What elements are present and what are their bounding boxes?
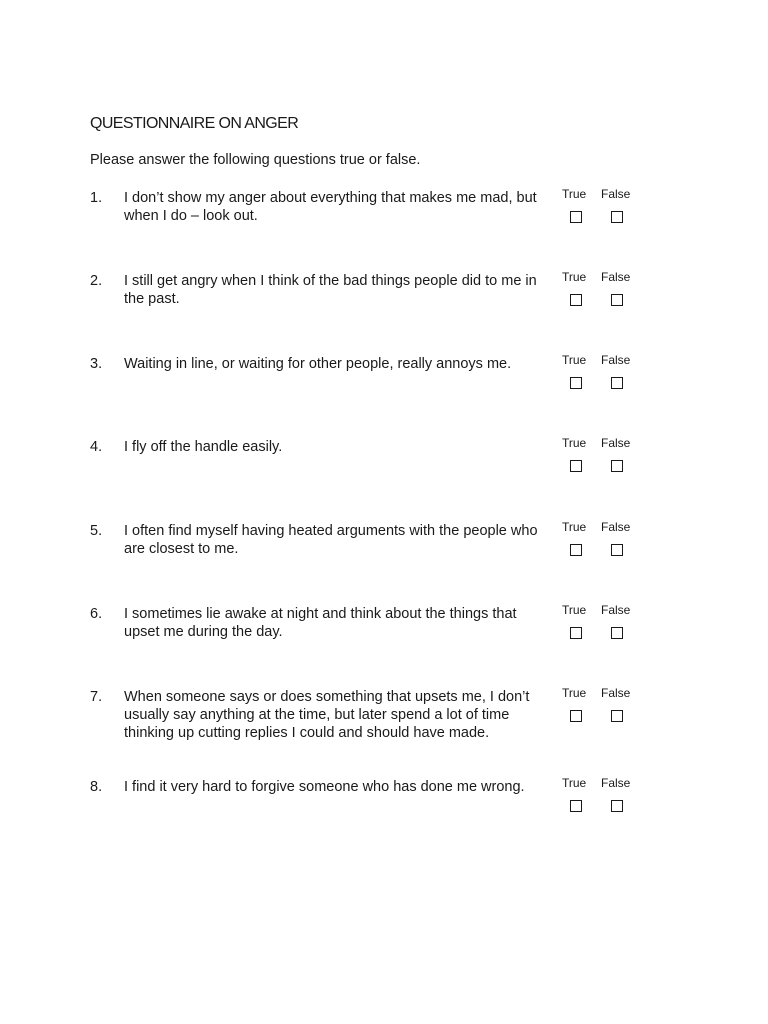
question-number: 5. (90, 523, 103, 539)
question-8 (90, 778, 650, 848)
true-checkbox[interactable] (570, 544, 582, 556)
question-number: 6. (90, 606, 103, 622)
false-label: False (601, 686, 631, 700)
question-text: I don’t show my anger about everything that makes me mad, but when I do – look out. (124, 190, 537, 224)
true-checkbox[interactable] (570, 710, 582, 722)
true-checkbox[interactable] (570, 627, 582, 639)
question-text: I sometimes lie awake at night and think about the things that upset me during the day. (124, 606, 517, 640)
false-checkbox[interactable] (611, 710, 623, 722)
true-checkbox[interactable] (570, 377, 582, 389)
question-number: 2. (90, 273, 103, 289)
false-checkbox[interactable] (611, 377, 623, 389)
false-label: False (601, 353, 631, 367)
instructions-text: Please answer the following questions true or false. (90, 152, 421, 168)
true-checkbox[interactable] (570, 294, 582, 306)
false-label: False (601, 187, 631, 201)
true-label: True (562, 603, 587, 617)
question-7 (90, 688, 650, 758)
true-checkbox[interactable] (570, 460, 582, 472)
false-checkbox[interactable] (611, 211, 623, 223)
question-6 (90, 605, 650, 675)
true-checkbox[interactable] (570, 800, 582, 812)
true-label: True (562, 436, 587, 450)
false-label: False (601, 436, 631, 450)
false-label: False (601, 776, 631, 790)
question-text: I still get angry when I think of the bad things people did to me in the past. (124, 273, 537, 307)
question-3 (90, 355, 650, 425)
true-label: True (562, 187, 587, 201)
question-text: When someone says or does something that upsets me, I don’t usually say anything at the time, but later spend a lot of time thinking up cutting replies I could and should have made. (124, 689, 530, 741)
true-label: True (562, 270, 587, 284)
question-1 (90, 189, 650, 259)
false-checkbox[interactable] (611, 627, 623, 639)
question-2 (90, 272, 650, 342)
question-text: Waiting in line, or waiting for other people, really annoys me. (124, 356, 512, 372)
false-label: False (601, 603, 631, 617)
question-4 (90, 438, 650, 508)
question-text: I often find myself having heated arguments with the people who are closest to me. (124, 523, 538, 557)
true-label: True (562, 520, 587, 534)
true-label: True (562, 353, 587, 367)
false-label: False (601, 520, 631, 534)
question-number: 3. (90, 356, 103, 372)
question-text: I fly off the handle easily. (124, 439, 283, 455)
false-checkbox[interactable] (611, 544, 623, 556)
question-number: 4. (90, 439, 103, 455)
false-checkbox[interactable] (611, 460, 623, 472)
question-text: I find it very hard to forgive someone who has done me wrong. (124, 779, 525, 795)
question-number: 8. (90, 779, 103, 795)
page-title: QUESTIONNAIRE ON ANGER (90, 115, 299, 132)
false-label: False (601, 270, 631, 284)
question-5 (90, 522, 650, 592)
question-number: 7. (90, 689, 103, 705)
true-label: True (562, 686, 587, 700)
question-number: 1. (90, 190, 103, 206)
true-label: True (562, 776, 587, 790)
true-checkbox[interactable] (570, 211, 582, 223)
false-checkbox[interactable] (611, 800, 623, 812)
false-checkbox[interactable] (611, 294, 623, 306)
